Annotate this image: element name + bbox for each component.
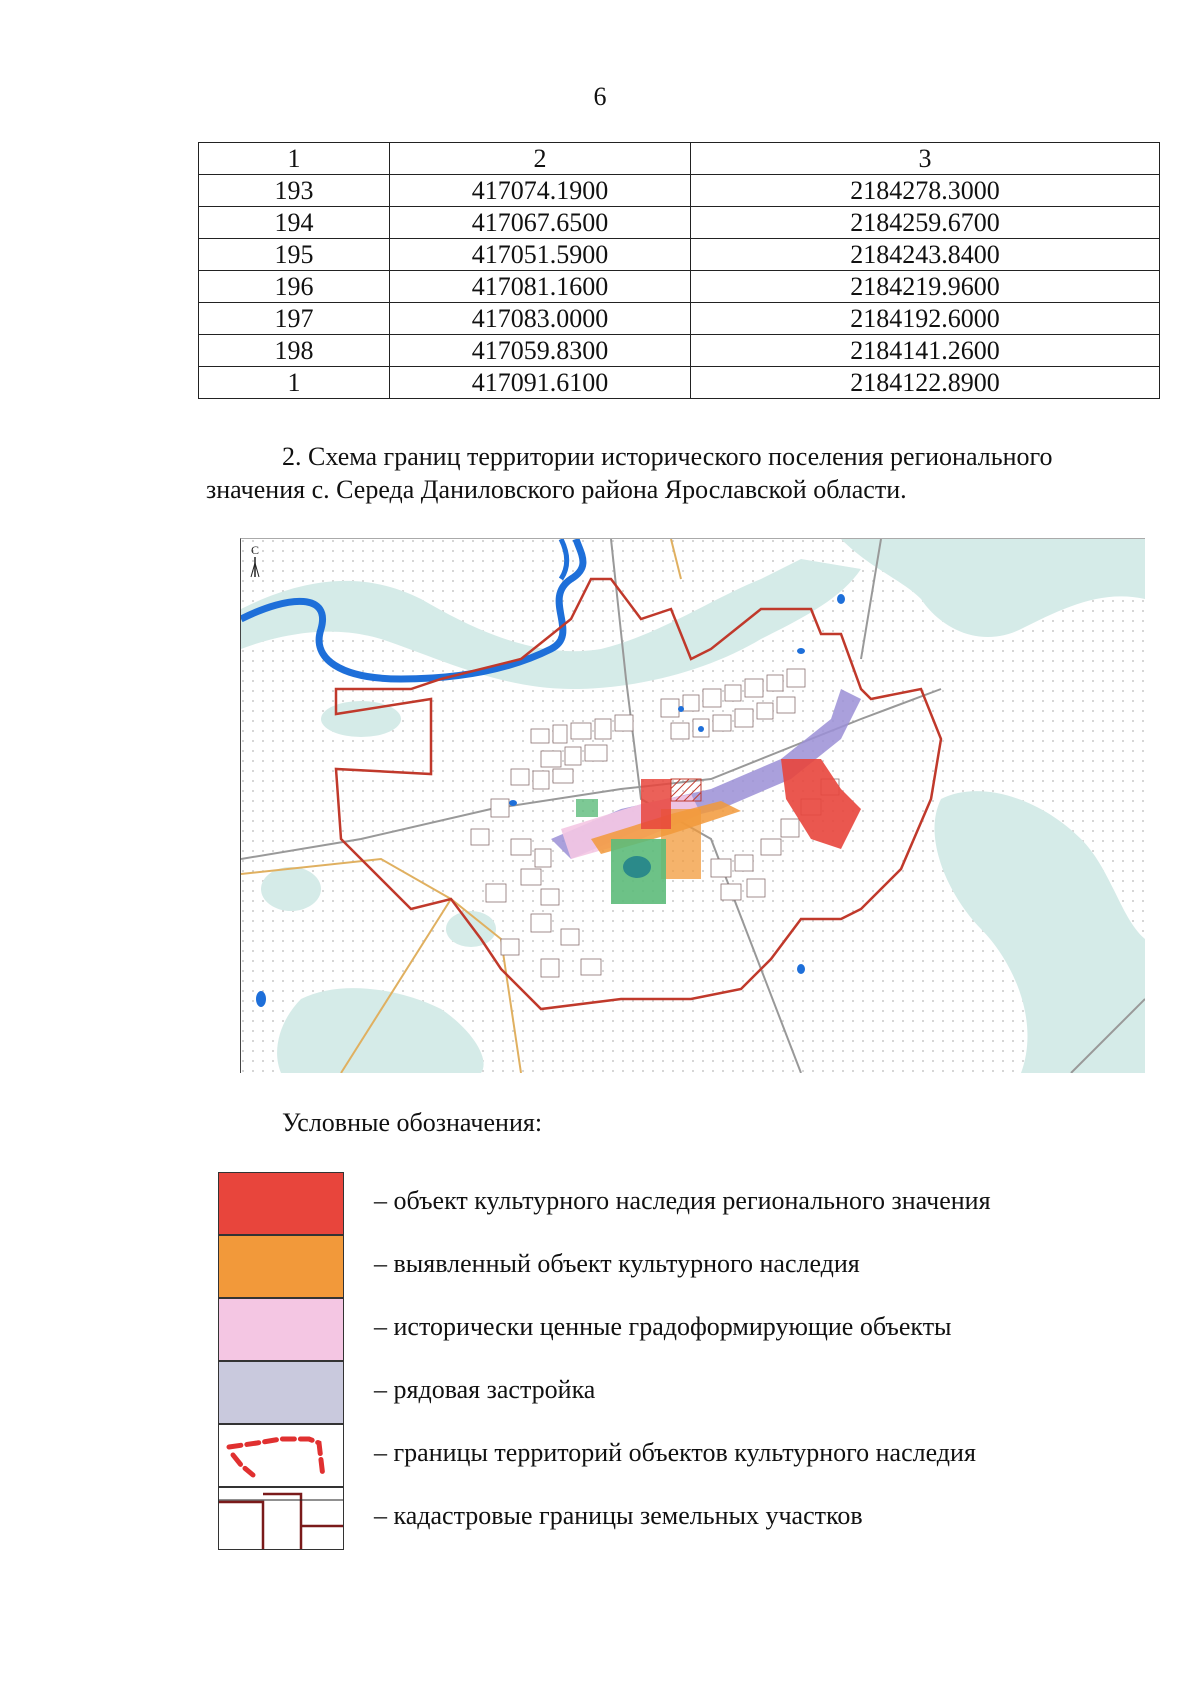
legend-swatch — [218, 1487, 344, 1550]
table-cell: 2184243.8400 — [691, 239, 1160, 271]
table-row — [199, 271, 1160, 303]
table-cell: 197 — [199, 303, 390, 335]
table-row — [199, 303, 1160, 335]
legend-label: – выявленный объект культурного наследия — [374, 1249, 860, 1278]
table-cell: 417081.1600 — [390, 271, 691, 303]
table-row — [199, 207, 1160, 239]
table-cell: 2184278.3000 — [691, 175, 1160, 207]
table-header-cell: 2 — [390, 143, 691, 175]
legend-title: Условные обозначения: — [282, 1108, 543, 1137]
legend-item-heritage-boundary — [218, 1424, 1118, 1487]
table-cell: 195 — [199, 239, 390, 271]
coordinates-table — [198, 142, 1160, 399]
legend-item-regional-object — [218, 1172, 1118, 1235]
legend-swatch — [218, 1361, 344, 1424]
legend-item-ordinary-building — [218, 1361, 1118, 1424]
legend-swatch — [218, 1298, 344, 1361]
legend-label: – границы территорий объектов культурного наследия — [374, 1438, 976, 1467]
table-cell: 417067.6500 — [390, 207, 691, 239]
table-cell: 417059.8300 — [390, 335, 691, 367]
table-cell: 2184122.8900 — [691, 367, 1160, 399]
caption-line-1: 2. Схема границ территории исторического поселения регионального — [282, 442, 1053, 471]
table-cell: 1 — [199, 367, 390, 399]
page-number: 6 — [593, 82, 607, 111]
table-row — [199, 239, 1160, 271]
table-cell: 2184259.6700 — [691, 207, 1160, 239]
map-svg — [241, 539, 1145, 1073]
legend-item-cadastral-boundary — [218, 1487, 1118, 1550]
table-cell: 194 — [199, 207, 390, 239]
north-label: С — [250, 543, 260, 557]
table-header-row — [199, 143, 1160, 175]
table-row — [199, 367, 1160, 399]
table-cell: 196 — [199, 271, 390, 303]
table-cell: 2184192.6000 — [691, 303, 1160, 335]
table-cell: 417083.0000 — [390, 303, 691, 335]
legend-item-identified-object — [218, 1235, 1118, 1298]
table-cell: 2184219.9600 — [691, 271, 1160, 303]
legend-label: – рядовая застройка — [374, 1375, 596, 1404]
dashed-boundary-icon — [219, 1425, 343, 1486]
table-cell: 2184141.2600 — [691, 335, 1160, 367]
legend-swatch — [218, 1235, 344, 1298]
table-row — [199, 335, 1160, 367]
caption-line-2: значения с. Середа Даниловского района Ярославской области. — [206, 475, 907, 504]
table-cell: 417074.1900 — [390, 175, 691, 207]
legend-swatch — [218, 1424, 344, 1487]
table-cell: 193 — [199, 175, 390, 207]
legend-swatch — [218, 1172, 344, 1235]
table-header-cell: 1 — [199, 143, 390, 175]
table-header-cell: 3 — [691, 143, 1160, 175]
cadastral-boundary-icon — [219, 1488, 343, 1549]
legend-label: – кадастровые границы земельных участков — [374, 1501, 863, 1530]
legend-label: – объект культурного наследия регионального значения — [374, 1186, 991, 1215]
legend-label: – исторически ценные градоформирующие объекты — [374, 1312, 952, 1341]
map-caption — [206, 440, 1148, 506]
settlement-map — [240, 538, 1145, 1073]
table-row — [199, 175, 1160, 207]
legend-item-valuable-object — [218, 1298, 1118, 1361]
table-cell: 417091.6100 — [390, 367, 691, 399]
table-cell: 198 — [199, 335, 390, 367]
table-cell: 417051.5900 — [390, 239, 691, 271]
